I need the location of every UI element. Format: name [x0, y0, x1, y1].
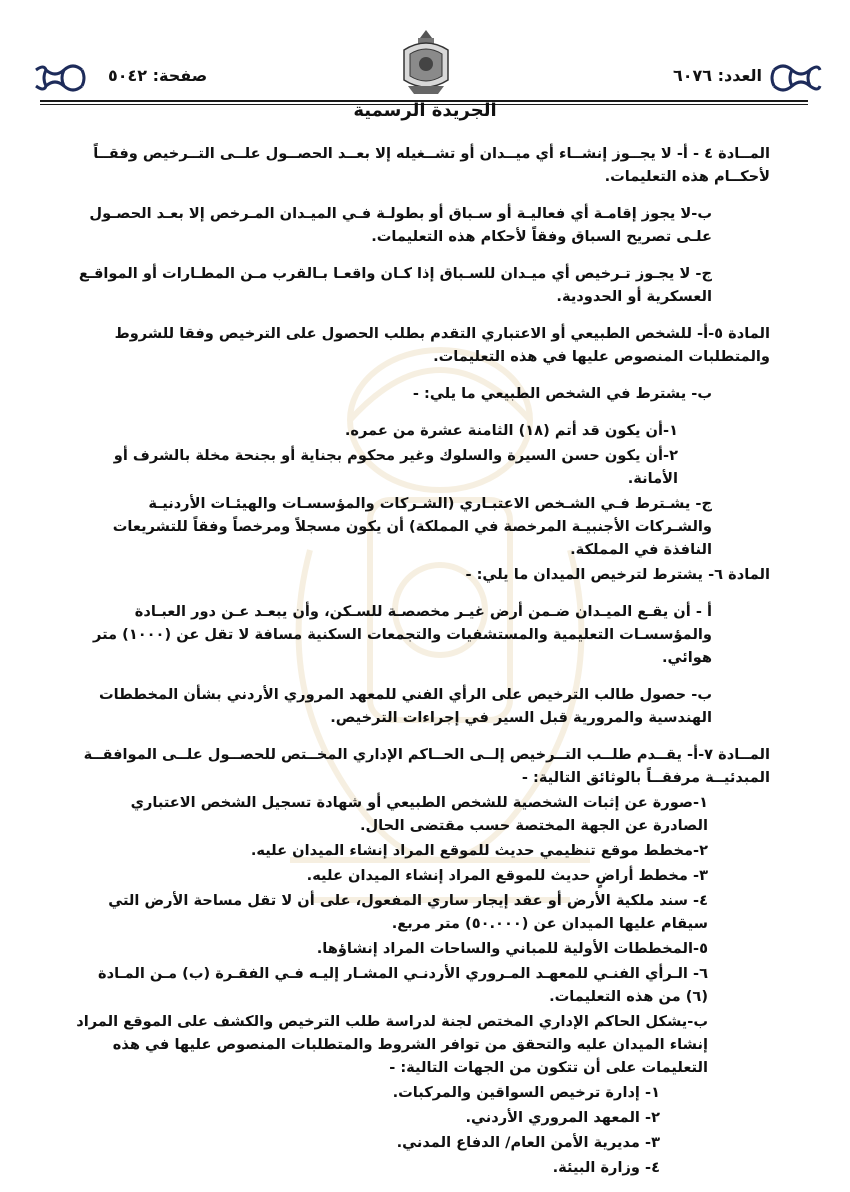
- article-6-a: أ - أن يقـع الميـدان ضـمن أرض غيـر مخصصـة للسـكن، وأن يبعـد عـن دور العبـادة والمؤسسـات التعليمية والمستشفيات والتجمعات السكنية مسافة لا تقل عن (١٠٠٠) متر هوائي.: [93, 603, 712, 666]
- article-7-a-5: ٥-المخططات الأولية للمباني والساحات المراد إنشاؤها.: [316, 940, 708, 957]
- article-5-b-2: ٢-أن يكون حسن السيرة والسلوك وغير محكوم بجناية أو بجنحة مخلة بالشرف أو الأمانة.: [113, 447, 678, 487]
- article-7-b-3: ٣- مديرية الأمن العام/ الدفاع المدني.: [396, 1134, 660, 1151]
- article-5-a: المادة ٥-أ- للشخص الطبيعي أو الاعتباري التقدم بطلب الحصول على الترخيص وفقا للشروط والمتطلبات المنصوص عليها في هذه التعليمات.: [114, 325, 770, 365]
- article-7-b-1: ١- إدارة ترخيص السواقين والمركبات.: [392, 1084, 660, 1101]
- article-4-c: ج- لا يجـوز تـرخيص أي ميـدان للسـباق إذا كـان واقعـا بـالقرب مـن المطـارات أو المواقـع العسكرية أو الحدودية.: [78, 265, 712, 305]
- article-4-a: المــادة ٤ - أ- لا يجــوز إنشــاء أي ميــدان أو تشــغيله إلا بعــد الحصــول علــى التــرخيص وفقــاً لأحكــام هذه التعليمات.: [93, 145, 770, 185]
- article-6: المادة ٦- يشترط لترخيص الميدان ما يلي: -: [465, 566, 770, 583]
- article-7-a-2: ٢-مخطط موقع تنظيمي حديث للموقع المراد إنشاء الميدان عليه.: [250, 842, 708, 859]
- article-6-b: ب- حصول طالب الترخيص على الرأي الفني للمعهد المروري الأردني بشأن المخططات الهندسية والمرورية قبل السير في إجراءات الترخيص.: [98, 686, 712, 726]
- document-body: [75, 142, 770, 1181]
- article-7-b: ب-يشكل الحاكم الإداري المختص لجنة لدراسة طلب الترخيص والكشف على الموقع المراد إنشاء الميدان عليه والتحقق من توافر الشروط والمتطلبات المنصوص عليها في هذه التعليمات على أن تتكون من الجهات التالية: -: [76, 1013, 708, 1076]
- article-5-b-1: ١-أن يكون قد أتم (١٨) الثامنة عشرة من عمره.: [344, 422, 678, 439]
- knot-ornament-icon: [770, 60, 822, 96]
- gazette-title: الجريدة الرسمية: [353, 100, 497, 121]
- article-7-a-1: ١-صورة عن إثبات الشخصية للشخص الطبيعي أو شهادة تسجيل الشخص الاعتباري الصادرة عن الجهة المختصة حسب مقتضى الحال.: [130, 794, 708, 834]
- article-5-c: ج- يشـترط فـي الشـخص الاعتبـاري (الشـركات والمؤسسـات والهيئـات الأردنيـة والشـركات الأجنبيـة المرخصة في المملكة) أن يكون مسجلاً ومرخصاً وفقاً للتشريعات النافذة في المملكة.: [112, 495, 712, 558]
- article-7-a-3: ٣- مخطط أراضٍ حديث للموقع المراد إنشاء الميدان عليه.: [306, 867, 708, 884]
- knot-ornament-icon: [34, 60, 86, 96]
- article-7-b-4: ٤- وزارة البيئة.: [552, 1159, 660, 1176]
- article-7-a: المــادة ٧-أ- يقــدم طلــب التــرخيص إلــى الحــاكم الإداري المخــتص للحصــول علــى الموافقــة المبدئيــة مرفقــاً بالوثائق التالية: -: [83, 746, 770, 786]
- article-5-b: ب- يشترط في الشخص الطبيعي ما يلي: -: [412, 385, 712, 402]
- article-4-b: ب-لا يجوز إقامـة أي فعاليـة أو سـباق أو بطولـة فـي الميـدان المـرخص إلا بعـد الحصـول علـى تصريح السباق وفقاً لأحكام هذه التعليمات.: [89, 205, 712, 245]
- issue-number: العدد: ٦٠٧٦: [672, 66, 762, 85]
- article-7-b-2: ٢- المعهد المروري الأردني.: [465, 1109, 660, 1126]
- page-number: صفحة: ٥٠٤٢: [108, 66, 208, 85]
- article-7-a-6: ٦- الـرأي الفنـي للمعهـد المـروري الأردنـي المشـار إليـه فـي الفقـرة (ب) مـن المـادة (٦) من هذه التعليمات.: [98, 965, 708, 1005]
- jordan-coat-of-arms-icon: [398, 28, 454, 100]
- article-7-a-4: ٤- سند ملكية الأرض أو عقد إيجار ساري المفعول، على أن لا تقل مساحة الأرض التي سيقام عليها الميدان عن (٥٠.٠٠٠) متر مربع.: [108, 892, 708, 932]
